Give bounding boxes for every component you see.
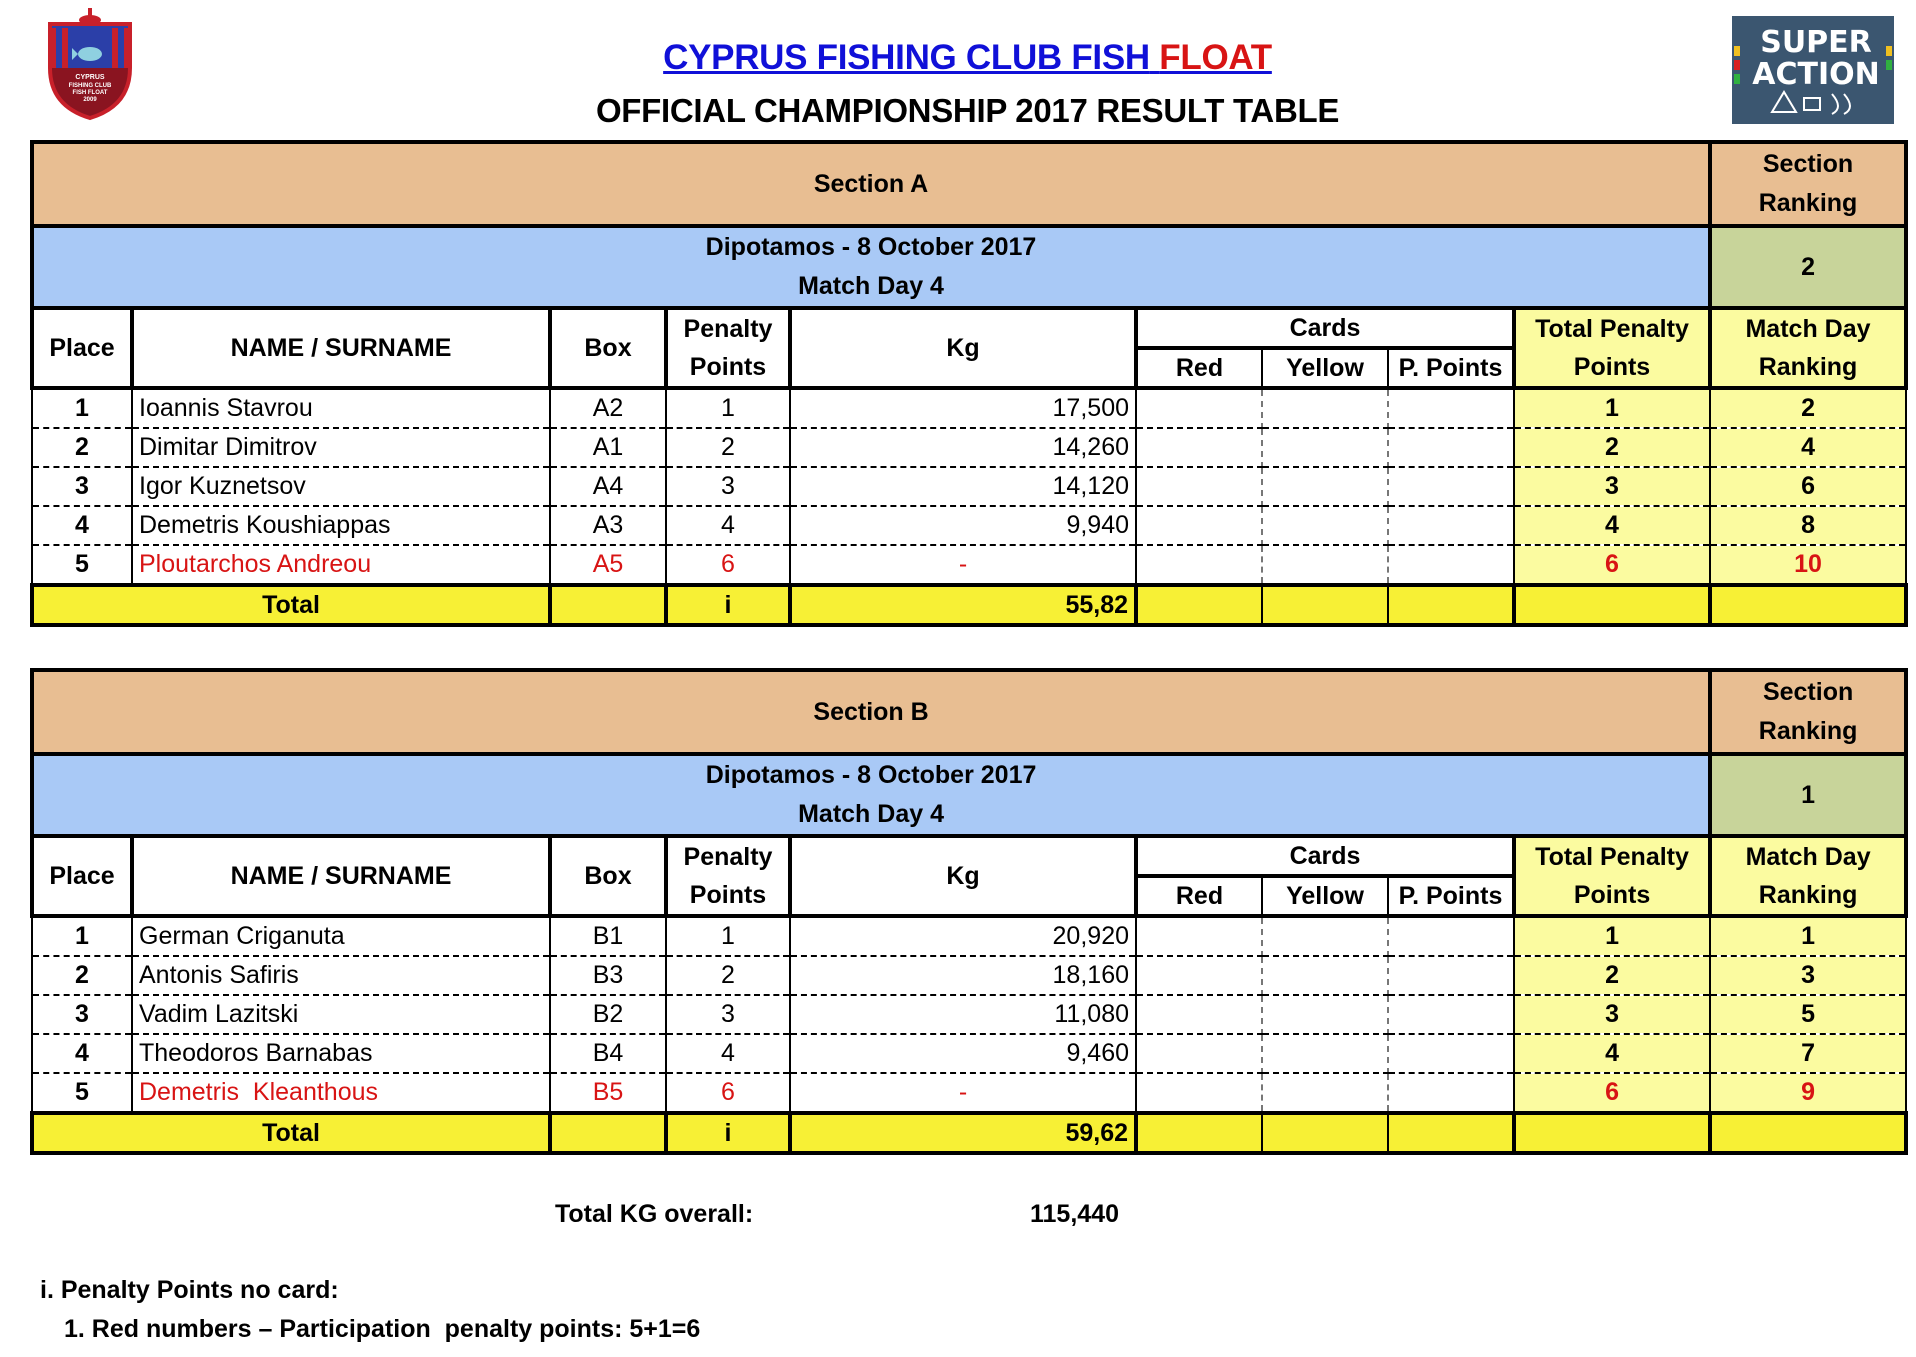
- red-card-cell: [1136, 956, 1262, 995]
- venue-info: Dipotamos - 8 October 2017 Match Day 4: [32, 754, 1710, 836]
- matchday-ranking: 1: [1710, 916, 1906, 956]
- total-row: [32, 585, 1906, 625]
- card-points-cell: [1388, 545, 1514, 585]
- total-penalty: 2: [1514, 428, 1710, 467]
- col-place: Place: [32, 836, 132, 916]
- yellow-card-cell: [1262, 428, 1388, 467]
- col-penalty: Penalty Points: [666, 836, 790, 916]
- total-penalty-marker: i: [666, 585, 790, 625]
- place: 4: [32, 1034, 132, 1073]
- penalty-points: 3: [666, 995, 790, 1034]
- svg-text:2009: 2009: [83, 97, 97, 103]
- yellow-card-cell: [1262, 506, 1388, 545]
- box: B1: [550, 916, 666, 956]
- place: 2: [32, 428, 132, 467]
- total-kg-overall-label: Total KG overall:: [555, 1200, 754, 1228]
- weight-kg: 17,500: [790, 388, 1136, 428]
- weight-kg: -: [790, 545, 1136, 585]
- red-card-cell: [1136, 995, 1262, 1034]
- col-box: Box: [550, 836, 666, 916]
- matchday-ranking: 9: [1710, 1073, 1906, 1113]
- total-points-cell: [1388, 1113, 1514, 1153]
- angler-name: Antonis Safiris: [132, 956, 550, 995]
- place: 5: [32, 545, 132, 585]
- col-place: Place: [32, 308, 132, 388]
- card-points-cell: [1388, 995, 1514, 1034]
- penalty-points: 6: [666, 545, 790, 585]
- total-points-cell: [1388, 585, 1514, 625]
- weight-kg: 18,160: [790, 956, 1136, 995]
- weight-kg: 9,940: [790, 506, 1136, 545]
- col-cards: Cards: [1136, 836, 1514, 876]
- total-penalty: 6: [1514, 545, 1710, 585]
- total-penalty: 3: [1514, 467, 1710, 506]
- penalty-points: 1: [666, 916, 790, 956]
- col-total-penalty: Total Penalty Points: [1514, 308, 1710, 388]
- red-card-cell: [1136, 916, 1262, 956]
- matchday-ranking: 8: [1710, 506, 1906, 545]
- col-box: Box: [550, 308, 666, 388]
- total-red-cell: [1136, 585, 1262, 625]
- weight-kg: 9,460: [790, 1034, 1136, 1073]
- matchday-ranking: 3: [1710, 956, 1906, 995]
- place: 3: [32, 467, 132, 506]
- total-penalty: 2: [1514, 956, 1710, 995]
- yellow-card-cell: [1262, 545, 1388, 585]
- angler-name: Ioannis Stavrou: [132, 388, 550, 428]
- total-kg: 59,62: [790, 1113, 1136, 1153]
- total-penalty: 4: [1514, 1034, 1710, 1073]
- total-box-cell: [550, 585, 666, 625]
- weight-kg: 14,120: [790, 467, 1136, 506]
- col-yellow-card: Yellow: [1262, 348, 1388, 388]
- venue-info: Dipotamos - 8 October 2017 Match Day 4: [32, 226, 1710, 308]
- card-points-cell: [1388, 1034, 1514, 1073]
- red-card-cell: [1136, 428, 1262, 467]
- yellow-card-cell: [1262, 388, 1388, 428]
- total-yellow-cell: [1262, 1113, 1388, 1153]
- col-red-card: Red: [1136, 348, 1262, 388]
- matchday-ranking: 10: [1710, 545, 1906, 585]
- table-row: [32, 545, 1906, 585]
- page-title: CYPRUS FISHING CLUB FISH FLOAT: [663, 38, 1272, 77]
- table-row: [32, 506, 1906, 545]
- total-kg-overall-value: 115,440: [1030, 1200, 1119, 1228]
- total-penalty: 1: [1514, 388, 1710, 428]
- total-ranking-cell: [1710, 585, 1906, 625]
- penalty-points: 2: [666, 956, 790, 995]
- total-red-cell: [1136, 1113, 1262, 1153]
- box: B4: [550, 1034, 666, 1073]
- footnote-title: i. Penalty Points no card:: [40, 1276, 339, 1304]
- box: B3: [550, 956, 666, 995]
- col-yellow-card: Yellow: [1262, 876, 1388, 916]
- red-card-cell: [1136, 545, 1262, 585]
- angler-name: Demetris Koushiappas: [132, 506, 550, 545]
- col-name: NAME / SURNAME: [132, 836, 550, 916]
- table-row: [32, 388, 1906, 428]
- place: 1: [32, 916, 132, 956]
- red-card-cell: [1136, 506, 1262, 545]
- box: B2: [550, 995, 666, 1034]
- matchday-ranking: 5: [1710, 995, 1906, 1034]
- section-ranking-value: 2: [1710, 226, 1906, 308]
- place: 5: [32, 1073, 132, 1113]
- col-matchday-ranking: Match Day Ranking: [1710, 308, 1906, 388]
- table-row: [32, 995, 1906, 1034]
- total-penalty: 6: [1514, 1073, 1710, 1113]
- page-subtitle: OFFICIAL CHAMPIONSHIP 2017 RESULT TABLE: [595, 92, 1340, 129]
- section-ranking-header: Section Ranking: [1710, 142, 1906, 226]
- table-row: [32, 467, 1906, 506]
- card-points-cell: [1388, 388, 1514, 428]
- col-matchday-ranking: Match Day Ranking: [1710, 836, 1906, 916]
- weight-kg: 20,920: [790, 916, 1136, 956]
- total-label: Total: [32, 585, 550, 625]
- angler-name: German Criganuta: [132, 916, 550, 956]
- card-points-cell: [1388, 506, 1514, 545]
- matchday-ranking: 2: [1710, 388, 1906, 428]
- svg-text:FISH FLOAT: FISH FLOAT: [72, 90, 108, 96]
- card-points-cell: [1388, 1073, 1514, 1113]
- table-row: [32, 428, 1906, 467]
- svg-text:SUPER: SUPER: [1760, 25, 1872, 60]
- col-card-points: P. Points: [1388, 876, 1514, 916]
- svg-text:FISHING CLUB: FISHING CLUB: [68, 83, 112, 89]
- table-row: [32, 1073, 1906, 1113]
- place: 2: [32, 956, 132, 995]
- red-card-cell: [1136, 388, 1262, 428]
- penalty-points: 4: [666, 1034, 790, 1073]
- card-points-cell: [1388, 428, 1514, 467]
- col-kg: Kg: [790, 836, 1136, 916]
- col-red-card: Red: [1136, 876, 1262, 916]
- table-row: [32, 916, 1906, 956]
- penalty-points: 4: [666, 506, 790, 545]
- footnote-item: 1. Red numbers – Participation penalty points: 5+1=6: [64, 1315, 701, 1343]
- col-name: NAME / SURNAME: [132, 308, 550, 388]
- table-row: [32, 956, 1906, 995]
- svg-text:CYPRUS: CYPRUS: [75, 74, 105, 81]
- penalty-points: 2: [666, 428, 790, 467]
- angler-name: Vadim Lazitski: [132, 995, 550, 1034]
- section-title: Section A: [32, 142, 1710, 226]
- total-penalty: 4: [1514, 506, 1710, 545]
- total-kg: 55,82: [790, 585, 1136, 625]
- weight-kg: -: [790, 1073, 1136, 1113]
- box: A2: [550, 388, 666, 428]
- box: A4: [550, 467, 666, 506]
- angler-name: Dimitar Dimitrov: [132, 428, 550, 467]
- yellow-card-cell: [1262, 995, 1388, 1034]
- section-b-table: [30, 668, 1908, 1155]
- penalty-points: 1: [666, 388, 790, 428]
- total-label: Total: [32, 1113, 550, 1153]
- col-card-points: P. Points: [1388, 348, 1514, 388]
- penalty-points: 6: [666, 1073, 790, 1113]
- yellow-card-cell: [1262, 916, 1388, 956]
- col-total-penalty: Total Penalty Points: [1514, 836, 1710, 916]
- red-card-cell: [1136, 467, 1262, 506]
- angler-name: Igor Kuznetsov: [132, 467, 550, 506]
- red-card-cell: [1136, 1034, 1262, 1073]
- weight-kg: 11,080: [790, 995, 1136, 1034]
- total-penalty-cell: [1514, 1113, 1710, 1153]
- place: 1: [32, 388, 132, 428]
- angler-name: Theodoros Barnabas: [132, 1034, 550, 1073]
- yellow-card-cell: [1262, 467, 1388, 506]
- place: 4: [32, 506, 132, 545]
- total-penalty: 1: [1514, 916, 1710, 956]
- angler-name: Ploutarchos Andreou: [132, 545, 550, 585]
- section-title: Section B: [32, 670, 1710, 754]
- yellow-card-cell: [1262, 1034, 1388, 1073]
- total-box-cell: [550, 1113, 666, 1153]
- total-penalty-cell: [1514, 585, 1710, 625]
- total-ranking-cell: [1710, 1113, 1906, 1153]
- section-ranking-header: Section Ranking: [1710, 670, 1906, 754]
- card-points-cell: [1388, 956, 1514, 995]
- col-penalty: Penalty Points: [666, 308, 790, 388]
- matchday-ranking: 6: [1710, 467, 1906, 506]
- box: A3: [550, 506, 666, 545]
- section-a-table: [30, 140, 1908, 627]
- table-row: [32, 1034, 1906, 1073]
- box: A5: [550, 545, 666, 585]
- section-ranking-value: 1: [1710, 754, 1906, 836]
- penalty-points: 3: [666, 467, 790, 506]
- card-points-cell: [1388, 467, 1514, 506]
- place: 3: [32, 995, 132, 1034]
- matchday-ranking: 4: [1710, 428, 1906, 467]
- angler-name: Demetris Kleanthous: [132, 1073, 550, 1113]
- col-kg: Kg: [790, 308, 1136, 388]
- total-yellow-cell: [1262, 585, 1388, 625]
- matchday-ranking: 7: [1710, 1034, 1906, 1073]
- red-card-cell: [1136, 1073, 1262, 1113]
- box: B5: [550, 1073, 666, 1113]
- yellow-card-cell: [1262, 1073, 1388, 1113]
- col-cards: Cards: [1136, 308, 1514, 348]
- box: A1: [550, 428, 666, 467]
- total-penalty-marker: i: [666, 1113, 790, 1153]
- yellow-card-cell: [1262, 956, 1388, 995]
- weight-kg: 14,260: [790, 428, 1136, 467]
- total-row: [32, 1113, 1906, 1153]
- total-penalty: 3: [1514, 995, 1710, 1034]
- svg-text:ACTION: ACTION: [1752, 57, 1880, 92]
- card-points-cell: [1388, 916, 1514, 956]
